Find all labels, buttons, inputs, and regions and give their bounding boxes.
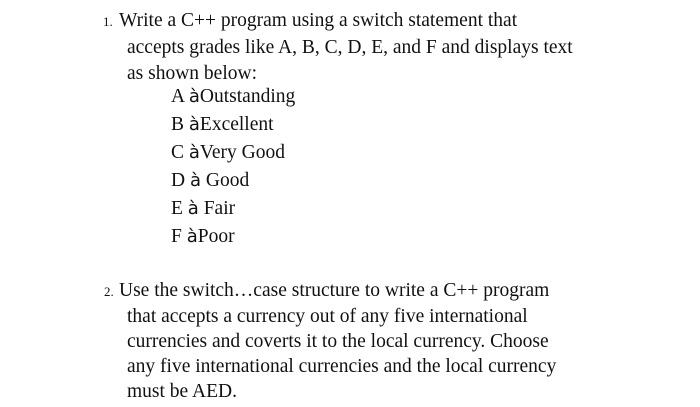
grade-description: Very Good <box>199 142 285 163</box>
question-1-line-2: accepts grades like A, B, C, D, E, and F and displays text <box>127 37 573 58</box>
question-2-line-3: currencies and coverts it to the local currency. Choose <box>127 331 549 352</box>
grade-item-c <box>171 140 285 165</box>
question-2-number: 2. <box>104 284 114 299</box>
grade-description: Excellent <box>199 114 274 135</box>
arrow-icon: à <box>188 86 200 107</box>
question-1-number: 1. <box>103 14 113 29</box>
grade-item-d <box>171 168 249 193</box>
grade-letter: E <box>171 198 183 219</box>
arrow-icon: à <box>187 198 199 219</box>
arrow-icon: à <box>186 226 198 247</box>
question-1-line-3: as shown below: <box>127 63 257 84</box>
question-2-line-2: that accepts a currency out of any five international <box>127 306 528 327</box>
grade-description: Fair <box>198 198 236 219</box>
question-2-line-1: Use the switch…case structure to write a C++ program <box>119 280 550 301</box>
grade-letter: F <box>171 226 182 247</box>
arrow-icon: à <box>188 142 200 163</box>
question-2-line-5: must be AED. <box>127 381 237 402</box>
question-1-line-1: Write a C++ program using a switch statement that <box>119 10 518 31</box>
grade-letter: D <box>171 170 186 191</box>
arrow-icon: à <box>188 114 200 135</box>
grade-item-a <box>171 84 295 109</box>
arrow-icon: à <box>189 170 201 191</box>
grade-item-f <box>171 224 235 249</box>
grade-letter: B <box>171 114 185 135</box>
grade-letter: C <box>171 142 185 163</box>
grade-item-e <box>171 196 235 221</box>
grade-description: Poor <box>197 226 235 247</box>
grade-description: Good <box>201 170 250 191</box>
grade-item-b <box>171 112 274 137</box>
grade-description: Outstanding <box>199 86 296 107</box>
grade-letter: A <box>171 86 185 107</box>
question-2-line-4: any five international currencies and the local currency <box>127 356 557 377</box>
